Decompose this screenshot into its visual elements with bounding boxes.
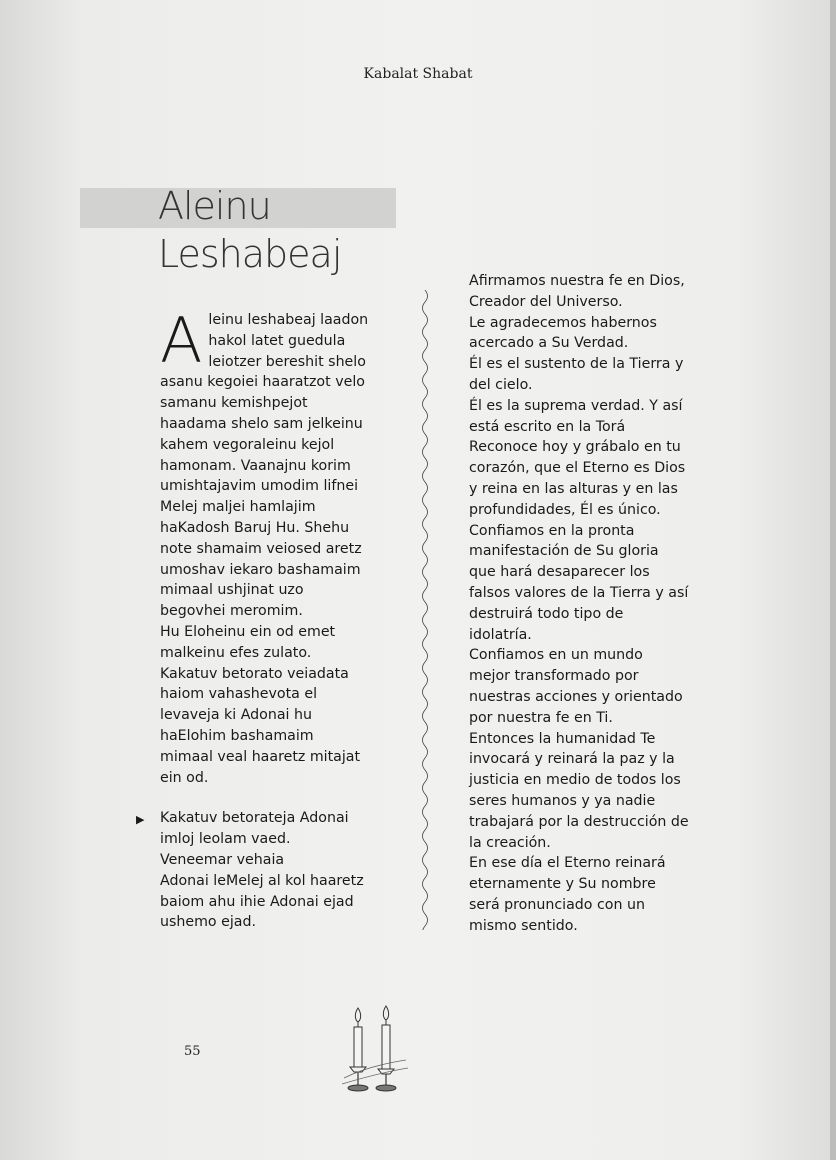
text-line: baiom ahu ihie Adonai ejad	[160, 893, 354, 910]
candles-illustration	[340, 1000, 410, 1096]
text-line: será pronunciado con un	[469, 896, 645, 913]
text-line: invocará y reinará la paz y la	[469, 751, 675, 768]
title-line-2: Leshabeaj	[158, 232, 342, 276]
text-line: haadama shelo sam jelkeinu	[160, 415, 363, 432]
text-line: idolatría.	[469, 626, 532, 643]
text-line: asanu kegoiei haaratzot velo	[160, 374, 365, 391]
running-header: Kabalat Shabat	[363, 66, 473, 82]
text-line: ushemo ejad.	[160, 914, 256, 931]
text-line: leinu leshabeaj laadon	[208, 312, 369, 328]
text-line: trabajará por la destrucción de	[469, 813, 689, 830]
text-line: begovhei meromim.	[160, 603, 303, 620]
text-line: destruirá todo tipo de	[469, 605, 624, 622]
text-line: Veneemar vehaia	[160, 851, 285, 868]
text-line: acercado a Su Verdad.	[469, 335, 629, 352]
page-number: 55	[184, 1044, 201, 1059]
text-line: imloj leolam vaed.	[160, 831, 291, 848]
title-line-1: Aleinu	[158, 184, 271, 228]
text-line: Confiamos en un mundo	[469, 647, 643, 664]
text-line: umishtajavim umodim lifnei	[160, 478, 359, 495]
text-line: que hará desaparecer los	[469, 564, 650, 581]
text-line: leiotzer bereshit shelo	[208, 353, 366, 370]
text-line: eternamente y Su nombre	[469, 876, 656, 893]
text-line: Él es la suprema verdad. Y así	[469, 397, 683, 414]
text-line: umoshav iekaro bashamaim	[160, 561, 361, 578]
text-line: profundidades, Él es único.	[469, 501, 661, 518]
paragraph-2	[136, 808, 422, 933]
text-line: haElohim bashamaim	[160, 727, 314, 744]
text-line: Hu Eloheinu ein od emet	[160, 623, 336, 640]
text-line: haKadosh Baruj Hu. Shehu	[160, 519, 350, 536]
text-line: la creación.	[469, 834, 551, 851]
text-line: Afirmamos nuestra fe en Dios,	[469, 273, 685, 289]
text-line: note shamaim veiosed aretz	[160, 540, 362, 557]
translation-column	[469, 271, 709, 937]
text-line: Confiamos en la pronta	[469, 522, 635, 539]
text-line: hakol latet guedula	[208, 332, 346, 349]
text-line: corazón, que el Eterno es Dios	[469, 460, 686, 477]
text-line: seres humanos y ya nadie	[469, 792, 656, 809]
page-edge	[830, 0, 836, 1160]
text-line: Le agradecemos habernos	[469, 314, 657, 331]
drop-cap: A	[160, 304, 203, 377]
text-line: Adonai leMelej al kol haaretz	[160, 872, 364, 889]
text-line: Él es el sustento de la Tierra y	[469, 356, 684, 373]
text-line: del cielo.	[469, 376, 533, 393]
text-line: Entonces la humanidad Te	[469, 730, 656, 747]
text-line: ein od.	[160, 769, 209, 786]
text-line: está escrito en la Torá	[469, 418, 626, 435]
text-line: mimaal ushjinat uzo	[160, 582, 304, 599]
page-title	[158, 182, 341, 278]
text-line: nuestras acciones y orientado	[469, 688, 683, 705]
text-line: mejor transformado por	[469, 668, 639, 685]
text-line: En ese día el Eterno reinará	[469, 855, 666, 872]
text-line: Melej maljei hamlajim	[160, 499, 316, 516]
text-line: mismo sentido.	[469, 917, 578, 934]
text-line: levaveja ki Adonai hu	[160, 707, 312, 724]
text-line: Creador del Universo.	[469, 293, 623, 310]
text-line: por nuestra fe en Ti.	[469, 709, 613, 726]
text-line: hamonam. Vaanajnu korim	[160, 457, 351, 474]
paragraph-1	[160, 304, 422, 788]
text-line: samanu kemishpejot	[160, 395, 308, 412]
text-line: malkeinu efes zulato.	[160, 644, 312, 661]
text-line: falsos valores de la Tierra y así	[469, 584, 689, 601]
paragraph-gap	[160, 788, 422, 808]
text-line: Kakatuv betorato veiadata	[160, 665, 349, 682]
play-marker-icon: ▶	[136, 813, 145, 827]
wavy-divider	[410, 290, 440, 930]
text-line: manifestación de Su gloria	[469, 543, 659, 560]
text-line: Reconoce hoy y grábalo en tu	[469, 439, 681, 456]
text-line: mimaal veal haaretz mitajat	[160, 748, 361, 765]
text-line: Kakatuv betorateja Adonai	[160, 810, 349, 827]
transliteration-column	[136, 304, 422, 933]
text-line: justicia en medio de todos los	[469, 772, 681, 789]
text-line: haiom vahashevota el	[160, 686, 318, 703]
text-line: y reina en las alturas y en las	[469, 480, 678, 497]
text-line: kahem vegoraleinu kejol	[160, 436, 335, 453]
